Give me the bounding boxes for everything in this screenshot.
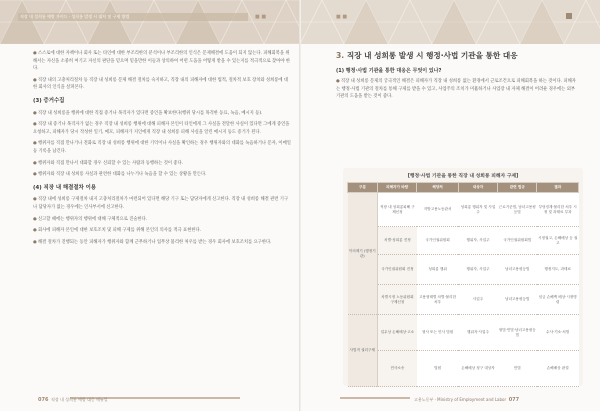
table-cell: 직장 내 성희롱피해 구제신청 xyxy=(378,193,417,227)
table-header-cell: 구분 xyxy=(348,183,378,193)
chapter-title xyxy=(336,50,580,61)
table-title: [행정·사법 기관을 통한 직장 내 성희롱 피해자 구제] xyxy=(407,174,519,179)
table-cell: 국가인권위원회 진정 xyxy=(378,255,417,285)
table-cell: 임금 손해액 배상·시정명령 xyxy=(537,285,579,315)
footer-right xyxy=(414,397,519,403)
table-cell: 국가인권위원회법 xyxy=(498,227,537,255)
table-cell: 차별·성희롱 진정 xyxy=(378,227,417,255)
section-heading-evidence: (3) 증거수집 xyxy=(33,97,65,104)
table-header-cell: 대상자 xyxy=(458,183,497,193)
table-cell: 부당징계·불리한 처우 시정 및 과태료 부과 xyxy=(537,193,579,227)
header-pattern-left xyxy=(0,0,300,44)
header-dots-left: ■ ■ xyxy=(255,14,267,20)
table-cell: 국가인권위원회 xyxy=(417,227,459,255)
table-cell: 행위자, 사업주 xyxy=(458,255,497,285)
table-cell: 손해배상 판결 xyxy=(537,351,579,387)
section-subheading: (1) 행정·사법 기관을 통한 대응은 무엇이 있나? xyxy=(336,68,442,74)
bullet-icon: ● xyxy=(33,77,37,83)
list-item: ●직장 내 증거나 목격자가 없는 경우 직장 내 성희롱 행위에 대해 피해자 본인이 타인에게 그 사실을 전달한 사실이 있다면 그에게 증언을 요청하고, 피해자가 당시 작성한 일기, 메모, 피해자가 지인에게 직장 내 성희롱 피해 사실을 알린 메시지 등도 증거가 된다. xyxy=(33,122,290,135)
chapter-number: 3. xyxy=(336,51,345,60)
chapter-title-text: 직장 내 성희롱 발생 시 행정·사법 기관을 통한 대응 xyxy=(346,51,518,60)
remedy-table xyxy=(347,182,579,387)
right-page-body xyxy=(336,50,580,111)
table-cell: 수사·기소·처벌 xyxy=(537,315,579,351)
table-row xyxy=(348,285,579,315)
right-paragraph: ●직장 내 성희롱 문제의 궁극적인 해결은 피해자가 직장 내 성희롱 없는 환경에서 근로조건으로 피해회복을 하는 것이다. 피해자는 행정·사법 기관의 절차를 통해 구제를 받을 수 있고, 사업주의 조치가 미흡하거나 사업장 내 자체 해결이 어려운 경우에는 외부 기관의 도움을 받는 것이 좋다. xyxy=(336,79,576,100)
table-cell: 행정지도, 과태료 xyxy=(537,255,579,285)
page-number-left: 076 xyxy=(38,397,49,403)
left-paragraph: ●직장 내의 고충처리절차 등 직장 내 성희롱 문제 해결 절차를 숙지하고, 직장 내의 피해자에 대한 법적, 절차적 보호 장치와 성희롱에 대한 회사의 인식을 살펴본다. xyxy=(33,77,289,91)
table-header-cell: 피해자가 바람 xyxy=(378,183,417,193)
bullet-icon: ● xyxy=(33,228,37,234)
header-square-marker xyxy=(566,13,572,19)
table-cell: 형사 또는 민사 법원 xyxy=(417,315,459,351)
table-header-cell: 해당처 xyxy=(417,183,459,193)
table-row xyxy=(348,193,579,227)
header-dots-right: ■ ■ xyxy=(336,14,348,20)
bullet-icon: ● xyxy=(33,122,37,128)
table-cell: 성희롱 행위자 및 사업주 xyxy=(458,193,497,227)
table-cell: 민법 xyxy=(498,351,537,387)
list-item: ●행위자와 직장 내 성희롱 사실과 관련한 대화를 나누거나 녹음을 할 수 있는 상황을 만든다. xyxy=(33,172,207,178)
bullet-icon: ● xyxy=(336,79,340,84)
table-row xyxy=(348,255,579,285)
footer-text-left: 직장 내 성희롱 예방 대응 매뉴얼 xyxy=(50,397,108,402)
table-row xyxy=(348,351,579,387)
table-cell: 시정권고, 손해배상 등 권고 xyxy=(537,227,579,255)
bullet-icon: ● xyxy=(33,51,37,56)
list-item: ●직장 내에 성희롱 구제절차 내지 고충처리절차가 마련되어 있다면 해당 기구 또는 담당자에게 신고한다. 직장 내 성희롱 해결 관련 기구나 담당자가 없는 경우에는 인사부서에 신고한다. xyxy=(33,197,289,210)
table-row xyxy=(348,315,579,351)
table-header-row xyxy=(348,183,579,193)
table-row xyxy=(348,227,579,255)
table-cell: 사업주 xyxy=(458,285,497,315)
left-page-body xyxy=(33,50,291,250)
list-item: ●행위자를 직접 만나거나 전화로 직장 내 성희롱 행위에 대한 기억이나 사실을 확인하는 경우 행위자와의 대화를 녹음하거나 문자, 이메일 등 기록을 남긴다. xyxy=(33,141,291,154)
footer-text-right: 고용노동부 · Ministry of Employment and Labor xyxy=(414,397,507,402)
table-cell: 지방고용노동관서 xyxy=(417,193,459,227)
table-cell: 남녀고용평등법 xyxy=(498,285,537,315)
list-item: ●해결 절차가 진행되는 동안 피해자가 행위자와 함께 근무하거나 업무상 불리한 처우를 받는 경우 회사에 보호조치를 요구한다. xyxy=(33,239,272,245)
footer-rule-right xyxy=(340,397,410,399)
remedy-table-box xyxy=(343,168,583,386)
table-cell: 손해배상 청구 대상자 xyxy=(458,351,497,387)
list-item: ●직장 내 성희롱을 행위에 대한 직접 증거나 목격자가 있다면 증언을 확보한다(행위 당시를 목격한 동료, 녹음, 메시지 등). xyxy=(33,110,263,116)
table-cell: 차별시정 노동위원회 구제신청 xyxy=(378,285,417,315)
page-number-right: 077 xyxy=(508,397,520,403)
table-cell: 남녀고용평등법 xyxy=(498,255,537,285)
list-item: ●신고할 때에는 행위자의 행위에 대해 구체적으로 진술한다. xyxy=(33,216,148,222)
table-category-cell: 사법적 권리구제 xyxy=(348,315,378,387)
table-cell: 성희롱 행위 xyxy=(417,255,459,285)
bullet-icon: ● xyxy=(33,172,37,178)
running-head-left: 직장 내 성희롱 예방 가이드 · 성희롱 발생 시 대처 및 구제 방법 xyxy=(20,14,130,19)
bullet-icon: ● xyxy=(33,197,37,203)
table-cell: 업무상 손해배상·고소 xyxy=(378,315,417,351)
table-cell: 법원 xyxy=(417,351,459,387)
table-cell: 민사소송 xyxy=(378,351,417,387)
bullet-icon: ● xyxy=(33,141,37,147)
table-cell: 형법·민법·남녀고용평등법 xyxy=(498,315,537,351)
table-header-cell: 관련 법규 xyxy=(498,183,537,193)
bullet-icon: ● xyxy=(33,160,37,166)
bullet-icon: ● xyxy=(33,216,37,222)
table-category-cell: 이의제기 (행정기관) xyxy=(348,193,378,315)
bullet-icon: ● xyxy=(33,110,37,116)
footer-left xyxy=(38,397,108,403)
section-heading-internal-procedure: (4) 직장 내 해결절차 이용 xyxy=(33,184,97,191)
bullet-icon: ● xyxy=(33,239,37,245)
table-cell: 근로기준법, 남녀고용평등법 xyxy=(498,193,537,227)
list-item: ●회사에 피해자 본인에 대한 보호조치 및 피해 구제를 위해 본인의 의사를 적극 표현한다. xyxy=(33,228,202,234)
table-cell: 고용형태별 차별·불리한 처우 xyxy=(417,285,459,315)
header-pattern-right xyxy=(300,0,600,44)
table-cell: 행위자·사업주 xyxy=(458,315,497,351)
table-cell: 행위자, 사업주 xyxy=(458,227,497,255)
page-gutter xyxy=(299,0,301,411)
list-item: ●행위자와 직접 만나서 대화할 경우 신뢰할 수 있는 사람과 동행하는 것이 좋다. xyxy=(33,160,184,166)
table-header-cell: 결과 xyxy=(537,183,579,193)
left-paragraph: ●스스로에 대한 자책이나 회사 또는 타인에 대한 부조리한의 분석이나 부조리한의 인식은 문제해결에 도움이 되지 않는다. 피해회복을 위해서는 자신을 소중히 여기고 자신의 판단을 믿으며 믿을만한 이들과 상의하여 어떤 도움을 어떻게 받을 수 있는지를 적극적으로 찾아야 한다. xyxy=(33,51,291,72)
